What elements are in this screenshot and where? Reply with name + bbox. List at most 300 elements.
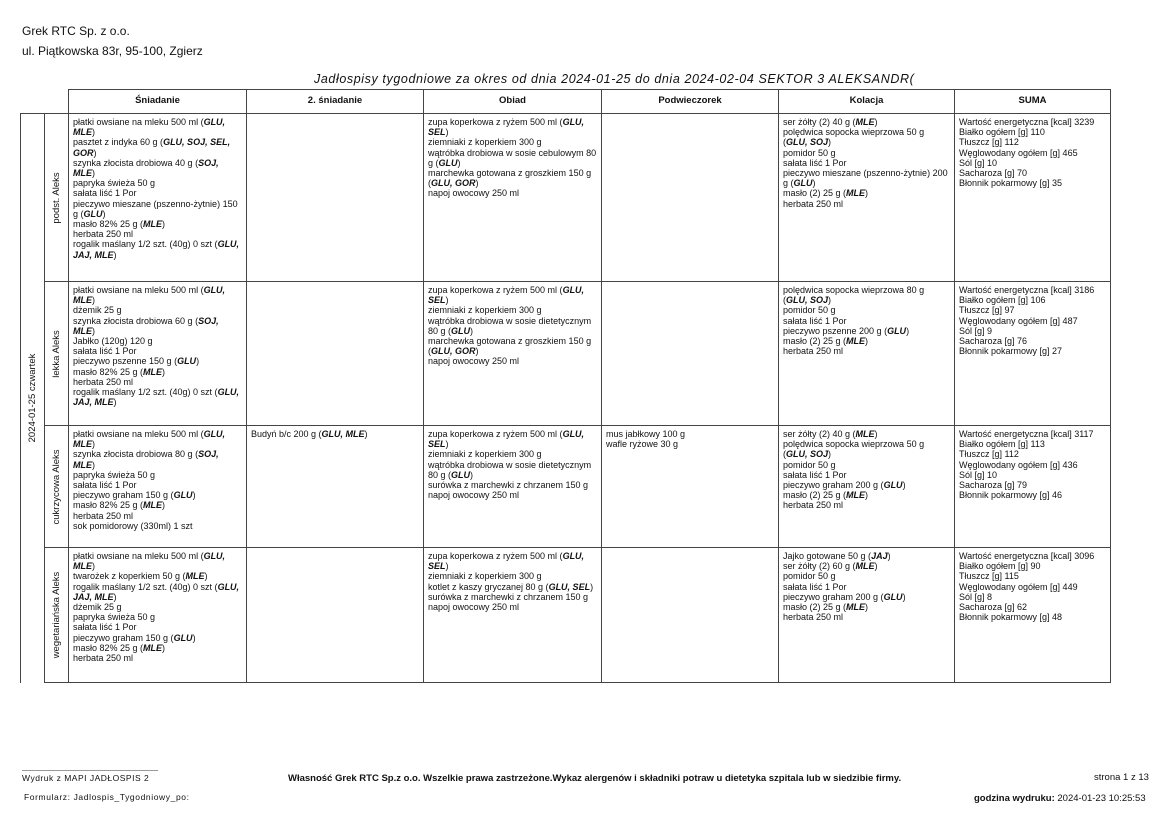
closing-paren: ): [204, 571, 208, 582]
diet-row: [21, 548, 1111, 683]
dish-item: [783, 470, 950, 480]
dish-item: [73, 633, 242, 643]
dish-text: Sól [g] 9: [959, 325, 993, 336]
allergen-codes: GLU, SOJ: [786, 449, 829, 460]
dish-text: rogalik maślany 1/2 szt. (40g) 0 szt (: [73, 387, 218, 398]
dish-text: pomidor 50 g: [783, 571, 836, 582]
diet-name: podst. Aleks: [50, 171, 62, 224]
closing-paren: ): [874, 561, 878, 572]
dish-text: Węglowodany ogółem [g] 436: [959, 459, 1078, 470]
meal-cell-sum: [955, 548, 1111, 683]
dish-item: [783, 199, 950, 209]
dish-item: [73, 137, 242, 157]
dish-text: Białko ogółem [g] 110: [959, 127, 1045, 138]
dish-item: [428, 551, 597, 571]
dish-item: [73, 367, 242, 377]
closing-paren: ): [192, 490, 196, 501]
dish-text: marchewka gotowana z groszkiem 150 g (: [428, 168, 592, 189]
dish-item: [783, 551, 950, 561]
nutrition-value: [959, 158, 1106, 168]
allergen-codes: GLU: [173, 490, 193, 501]
dish-text: masło 82% 25 g (: [73, 366, 144, 377]
dish-text: pieczywo pszenne 150 g (: [73, 356, 178, 367]
dish-text: napoj owocowy 250 ml: [428, 188, 520, 199]
allergen-codes: GLU, SOJ: [786, 295, 829, 306]
allergen-codes: GLU, MLE: [73, 117, 226, 138]
dish-text: papryka świeża 50 g: [73, 178, 156, 189]
dish-text: napoj owocowy 250 ml: [428, 356, 520, 367]
dish-text: Węglowodany ogółem [g] 487: [959, 315, 1078, 326]
closing-paren: ): [457, 157, 461, 168]
dish-item: [783, 305, 950, 315]
page-number: strona 1 z 13: [1094, 772, 1149, 783]
closing-paren: ): [828, 449, 832, 460]
meal-cell-sum: [955, 282, 1111, 426]
meal-cell-afternoon-snack: [602, 548, 779, 683]
nutrition-value: [959, 326, 1106, 336]
closing-paren: ): [162, 366, 166, 377]
allergen-codes: MLE: [855, 561, 875, 572]
allergen-codes: GLU, MLE: [73, 285, 226, 306]
dish-text: pasztet z indyka 60 g (: [73, 137, 164, 148]
dish-item: [783, 592, 950, 602]
dish-item: [428, 168, 597, 188]
closing-paren: ): [874, 117, 878, 127]
allergen-codes: GLU, SEL: [428, 117, 585, 138]
dish-text: pieczywo mieszane (pszenno-żytnie) 150 g (: [73, 198, 238, 219]
allergen-codes: MLE: [846, 490, 866, 501]
column-header-second-breakfast: 2. śniadanie: [247, 90, 424, 114]
dish-item: [783, 148, 950, 158]
dish-text: zupa koperkowa z ryżem 500 ml (: [428, 429, 563, 439]
meal-cell-breakfast: [69, 114, 247, 282]
dish-text: surówka z marchewki z chrzanem 150 g: [428, 591, 589, 602]
dish-text: Sacharoza [g] 62: [959, 602, 1028, 613]
dish-item: [73, 336, 242, 346]
diet-row: [21, 114, 1111, 282]
dish-item: [428, 602, 597, 612]
dish-item: [783, 460, 950, 470]
dish-item: [783, 336, 950, 346]
dish-item: [606, 429, 774, 439]
dish-item: [783, 346, 950, 356]
nutrition-value: [959, 439, 1106, 449]
dish-text: wafle ryżowe 30 g: [606, 439, 679, 450]
dish-text: Błonnik pokarmowy [g] 48: [959, 612, 1063, 623]
dish-item: [783, 316, 950, 326]
allergen-codes: GLU, SEL: [548, 581, 591, 592]
dish-text: pieczywo graham 150 g (: [73, 490, 174, 501]
dish-text: Wartość energetyczna [kcal] 3117: [959, 429, 1094, 439]
dish-item: [428, 356, 597, 366]
allergen-codes: GLU, GOR: [431, 346, 476, 357]
closing-paren: ): [113, 249, 117, 260]
diet-name: wegetariańska Aleks: [50, 571, 62, 659]
date-label: 2024-01-25 czwartek: [26, 353, 38, 443]
closing-paren: ): [162, 219, 166, 230]
dish-item: [783, 326, 950, 336]
closing-paren: ): [828, 295, 832, 306]
header-row: [21, 90, 1111, 114]
nutrition-value: [959, 561, 1106, 571]
closing-paren: ): [590, 581, 594, 592]
dish-text: Sacharoza [g] 70: [959, 168, 1028, 179]
allergen-codes: MLE: [143, 642, 163, 653]
dish-text: rogalik maślany 1/2 szt. (40g) 0 szt (: [73, 239, 218, 250]
allergen-codes: GLU: [793, 178, 813, 189]
footer-form-name: Formularz: Jadlospis_Tygodniowy_po:: [24, 792, 190, 802]
nutrition-value: [959, 449, 1106, 459]
dish-text: herbata 250 ml: [783, 198, 844, 209]
allergen-codes: MLE: [143, 219, 163, 230]
dish-text: Białko ogółem [g] 113: [959, 439, 1045, 450]
dish-text: herbata 250 ml: [73, 653, 134, 664]
allergen-codes: GLU, JAJ, MLE: [73, 239, 240, 260]
dish-item: [783, 490, 950, 500]
dish-item: [73, 356, 242, 366]
dish-item: [783, 188, 950, 198]
nutrition-value: [959, 571, 1106, 581]
dish-text: papryka świeża 50 g: [73, 612, 156, 623]
dish-text: sałata liść 1 Por: [783, 315, 847, 326]
dish-text: Białko ogółem [g] 90: [959, 561, 1041, 572]
allergen-codes: GLU: [883, 480, 903, 491]
dish-item: [73, 500, 242, 510]
diet-name-cell: [45, 282, 69, 426]
allergen-codes: MLE: [846, 188, 866, 199]
dish-item: [428, 592, 597, 602]
dish-item: [783, 582, 950, 592]
dish-text: wątróbka drobiowa w sosie cebulowym 80 g (: [428, 147, 597, 168]
allergen-codes: GLU, SOJ, SEL, GOR: [73, 137, 231, 158]
nutrition-value: [959, 137, 1106, 147]
dish-item: [606, 439, 774, 449]
dish-text: papryka świeża 50 g: [73, 469, 156, 480]
dish-item: [73, 643, 242, 653]
dish-text: szynka złocista drobiowa 40 g (: [73, 157, 199, 168]
dish-item: [428, 336, 597, 356]
nutrition-value: [959, 592, 1106, 602]
dish-text: Wartość energetyczna [kcal] 3096: [959, 551, 1095, 561]
dish-item: [73, 346, 242, 356]
dish-item: [73, 387, 242, 407]
meal-cell-lunch: [424, 114, 602, 282]
dish-item: [783, 429, 950, 439]
dish-item: [428, 305, 597, 315]
dish-text: ser żółty (2) 40 g (: [783, 429, 856, 439]
dish-item: [783, 117, 950, 127]
allergen-codes: GLU, JAJ, MLE: [73, 581, 240, 602]
allergen-codes: SOJ, MLE: [73, 449, 219, 470]
allergen-codes: MLE: [846, 336, 866, 347]
nutrition-value: [959, 551, 1106, 561]
print-time-value: 2024-01-23 10:25:53: [1057, 793, 1146, 804]
dish-item: [251, 429, 419, 439]
nutrition-value: [959, 602, 1106, 612]
dish-item: [783, 439, 950, 459]
nutrition-value: [959, 470, 1106, 480]
column-header-lunch: Obiad: [424, 90, 602, 114]
dish-text: Sacharoza [g] 76: [959, 336, 1028, 347]
dish-text: sałata liść 1 Por: [73, 622, 137, 633]
dish-item: [783, 285, 950, 305]
dish-text: pieczywo graham 150 g (: [73, 632, 174, 643]
meal-cell-lunch: [424, 548, 602, 683]
dish-text: rogalik maślany 1/2 szt. (40g) 0 szt (: [73, 581, 218, 592]
dish-text: ziemniaki z koperkiem 300 g: [428, 137, 542, 148]
meal-cell-breakfast: [69, 282, 247, 426]
allergen-codes: GLU: [177, 356, 197, 367]
closing-paren: ): [865, 602, 869, 613]
dish-text: ziemniaki z koperkiem 300 g: [428, 571, 542, 582]
diet-name: cukrzycowa Aleks: [50, 449, 62, 524]
dish-item: [428, 137, 597, 147]
meal-cell-afternoon-snack: [602, 114, 779, 282]
meal-cell-sum: [955, 114, 1111, 282]
closing-paren: ): [865, 188, 869, 199]
dish-text: dżemik 25 g: [73, 602, 122, 613]
closing-paren: ): [92, 295, 95, 306]
dish-text: Węglowodany ogółem [g] 465: [959, 147, 1078, 158]
allergen-codes: GLU, SEL: [428, 551, 585, 572]
dish-text: Tłuszcz [g] 97: [959, 305, 1015, 316]
meal-cell-dinner: [779, 426, 955, 548]
closing-paren: ): [113, 397, 117, 408]
dish-text: płatki owsiane na mleku 500 ml (: [73, 429, 204, 439]
dish-text: herbata 250 ml: [783, 500, 844, 511]
dish-item: [73, 158, 242, 178]
column-header-breakfast: Śniadanie: [69, 90, 247, 114]
dish-item: [73, 229, 242, 239]
meal-cell-dinner: [779, 282, 955, 426]
diet-name-cell: [45, 426, 69, 548]
dish-item: [428, 429, 597, 449]
meal-cell-second-breakfast: [247, 282, 424, 426]
nutrition-value: [959, 285, 1106, 295]
allergen-codes: GLU, MLE: [73, 551, 226, 572]
closing-paren: ): [92, 439, 95, 450]
nutrition-value: [959, 295, 1106, 305]
dish-text: masło (2) 25 g (: [783, 336, 847, 347]
dish-text: wątróbka drobiowa w sosie dietetycznym 80 g (: [428, 459, 592, 480]
closing-paren: ): [445, 439, 449, 450]
column-header-dinner: Kolacja: [779, 90, 955, 114]
closing-paren: ): [828, 137, 832, 148]
dish-item: [428, 316, 597, 336]
closing-paren: ): [93, 147, 97, 158]
dish-item: [73, 219, 242, 229]
closing-paren: ): [475, 178, 479, 189]
nutrition-value: [959, 336, 1106, 346]
dish-text: surówka z marchewki z chrzanem 150 g: [428, 480, 589, 491]
dish-item: [783, 612, 950, 622]
dish-text: pomidor 50 g: [783, 459, 836, 470]
dish-item: [783, 480, 950, 490]
dish-item: [73, 551, 242, 571]
meal-cell-second-breakfast: [247, 114, 424, 282]
nutrition-value: [959, 168, 1106, 178]
dish-item: [783, 168, 950, 188]
dish-text: zupa koperkowa z ryżem 500 ml (: [428, 551, 563, 561]
dish-text: Sól [g] 10: [959, 157, 998, 168]
dish-item: [73, 178, 242, 188]
allergen-codes: GLU, SEL: [428, 285, 585, 306]
dish-item: [428, 490, 597, 500]
dish-item: [73, 521, 242, 531]
dish-text: Tłuszcz [g] 112: [959, 137, 1019, 148]
dish-text: Jajko gotowane 50 g (: [783, 551, 872, 561]
dish-item: [73, 612, 242, 622]
closing-paren: ): [475, 346, 479, 357]
dish-item: [428, 571, 597, 581]
dish-item: [73, 188, 242, 198]
date-cell: [21, 114, 45, 683]
closing-paren: ): [162, 642, 166, 653]
diet-name-cell: [45, 548, 69, 683]
meal-cell-dinner: [779, 114, 955, 282]
dish-text: sałata liść 1 Por: [73, 480, 137, 491]
closing-paren: ): [92, 127, 95, 138]
dish-text: płatki owsiane na mleku 500 ml (: [73, 285, 204, 295]
footer-divider: [22, 770, 158, 771]
column-header-afternoon-snack: Podwieczorek: [602, 90, 779, 114]
allergen-codes: SOJ, MLE: [73, 157, 219, 179]
document-title: Jadłospisy tygodniowe za okres od dnia 2024-01-25 do dnia 2024-02-04 SEKTOR 3 ALEKSANDR(: [314, 72, 915, 86]
dish-text: wątróbka drobiowa w sosie dietetycznym 80 g (: [428, 315, 592, 336]
nutrition-value: [959, 148, 1106, 158]
allergen-codes: GLU: [83, 208, 103, 219]
allergen-codes: SOJ, MLE: [73, 315, 219, 336]
allergen-codes: MLE: [143, 366, 163, 377]
dish-text: polędwica sopocka wieprzowa 50 g (: [783, 439, 925, 460]
meal-cell-dinner: [779, 548, 955, 683]
dish-text: mus jabłkowy 100 g: [606, 429, 686, 439]
nutrition-value: [959, 612, 1106, 622]
dish-text: Budyń b/c 200 g (: [251, 429, 322, 439]
dish-text: herbata 250 ml: [73, 229, 134, 240]
dish-item: [73, 449, 242, 469]
dish-item: [73, 199, 242, 219]
dish-text: sałata liść 1 Por: [783, 157, 847, 168]
closing-paren: ): [92, 459, 95, 470]
meal-cell-second-breakfast: [247, 548, 424, 683]
dish-text: Błonnik pokarmowy [g] 27: [959, 346, 1063, 357]
dish-text: ziemniaki z koperkiem 300 g: [428, 449, 542, 460]
dish-item: [73, 622, 242, 632]
dish-item: [73, 429, 242, 449]
dish-text: płatki owsiane na mleku 500 ml (: [73, 551, 204, 561]
closing-paren: ): [887, 551, 891, 561]
diet-row: [21, 282, 1111, 426]
allergen-codes: GLU, JAJ, MLE: [73, 387, 240, 408]
dish-text: pomidor 50 g: [783, 305, 836, 316]
closing-paren: ): [445, 561, 449, 572]
dish-text: szynka złocista drobiowa 80 g (: [73, 449, 199, 460]
dish-text: zupa koperkowa z ryżem 500 ml (: [428, 117, 563, 127]
nutrition-value: [959, 178, 1106, 188]
dish-text: ziemniaki z koperkiem 300 g: [428, 305, 542, 316]
dish-text: herbata 250 ml: [783, 346, 844, 357]
closing-paren: ): [192, 632, 196, 643]
footer-property-notice: Własność Grek RTC Sp.z o.o. Wszelkie prawa zastrzeżone.Wykaz alergenów i składniki potraw u dietetyka szpitala lub w siedzibie firmy.: [288, 773, 902, 784]
meal-cell-afternoon-snack: [602, 282, 779, 426]
nutrition-value: [959, 490, 1106, 500]
dish-item: [73, 582, 242, 602]
dish-text: polędwica sopocka wieprzowa 80 g (: [783, 285, 925, 306]
dish-text: Wartość energetyczna [kcal] 3186: [959, 285, 1095, 295]
closing-paren: ): [865, 336, 869, 347]
dish-text: masło 82% 25 g (: [73, 500, 144, 511]
closing-paren: ): [102, 208, 106, 219]
print-time-label: godzina wydruku:: [974, 793, 1055, 804]
dish-item: [73, 117, 242, 137]
dish-text: masło (2) 25 g (: [783, 490, 847, 501]
dish-item: [783, 500, 950, 510]
dish-text: Sacharoza [g] 79: [959, 480, 1028, 491]
dish-text: sałata liść 1 Por: [783, 469, 847, 480]
allergen-codes: MLE: [143, 500, 163, 511]
dish-text: marchewka gotowana z groszkiem 150 g (: [428, 336, 592, 357]
allergen-codes: MLE: [185, 571, 205, 582]
dish-text: pieczywo graham 200 g (: [783, 480, 884, 491]
allergen-codes: GLU: [438, 157, 458, 168]
dish-text: masło 82% 25 g (: [73, 642, 144, 653]
dish-text: sałata liść 1 Por: [73, 346, 137, 357]
closing-paren: ): [92, 325, 95, 336]
dish-text: masło (2) 25 g (: [783, 602, 847, 613]
allergen-codes: GLU: [883, 591, 903, 602]
diet-name-cell: [45, 114, 69, 282]
dish-item: [73, 239, 242, 259]
dish-item: [428, 285, 597, 305]
meal-cell-breakfast: [69, 548, 247, 683]
diet-name: lekka Aleks: [50, 329, 62, 378]
allergen-codes: GLU: [887, 325, 907, 336]
company-name: Grek RTC Sp. z o.o.: [22, 24, 130, 38]
dish-text: Błonnik pokarmowy [g] 35: [959, 178, 1063, 189]
allergen-codes: JAJ: [871, 551, 888, 561]
allergen-codes: GLU: [451, 469, 471, 480]
nutrition-value: [959, 582, 1106, 592]
dish-item: [428, 148, 597, 168]
dish-item: [73, 571, 242, 581]
dish-item: [73, 480, 242, 490]
closing-paren: ): [906, 325, 910, 336]
dish-text: kotlet z kaszy gryczanej 80 g (: [428, 581, 549, 592]
dish-text: Jabłko (120g) 120 g: [73, 336, 153, 347]
dish-text: sałata liść 1 Por: [783, 581, 847, 592]
company-address: ul. Piątkowska 83r, 95-100, Zgierz: [22, 44, 203, 58]
dish-item: [73, 285, 242, 305]
closing-paren: ): [902, 480, 906, 491]
dish-text: pieczywo graham 200 g (: [783, 591, 884, 602]
dish-item: [73, 490, 242, 500]
dish-text: ser żółty (2) 40 g (: [783, 117, 856, 127]
dish-text: sok pomidorowy (330ml) 1 szt: [73, 520, 193, 531]
closing-paren: ): [364, 429, 368, 439]
nutrition-value: [959, 127, 1106, 137]
dish-text: herbata 250 ml: [783, 612, 844, 623]
closing-paren: ): [812, 178, 816, 189]
dish-item: [783, 158, 950, 168]
allergen-codes: GLU, SEL: [428, 429, 585, 450]
print-time: [974, 793, 1146, 804]
allergen-codes: GLU: [173, 632, 193, 643]
dish-item: [73, 511, 242, 521]
allergen-codes: GLU, MLE: [73, 429, 226, 450]
meal-cell-second-breakfast: [247, 426, 424, 548]
closing-paren: ): [445, 127, 449, 138]
